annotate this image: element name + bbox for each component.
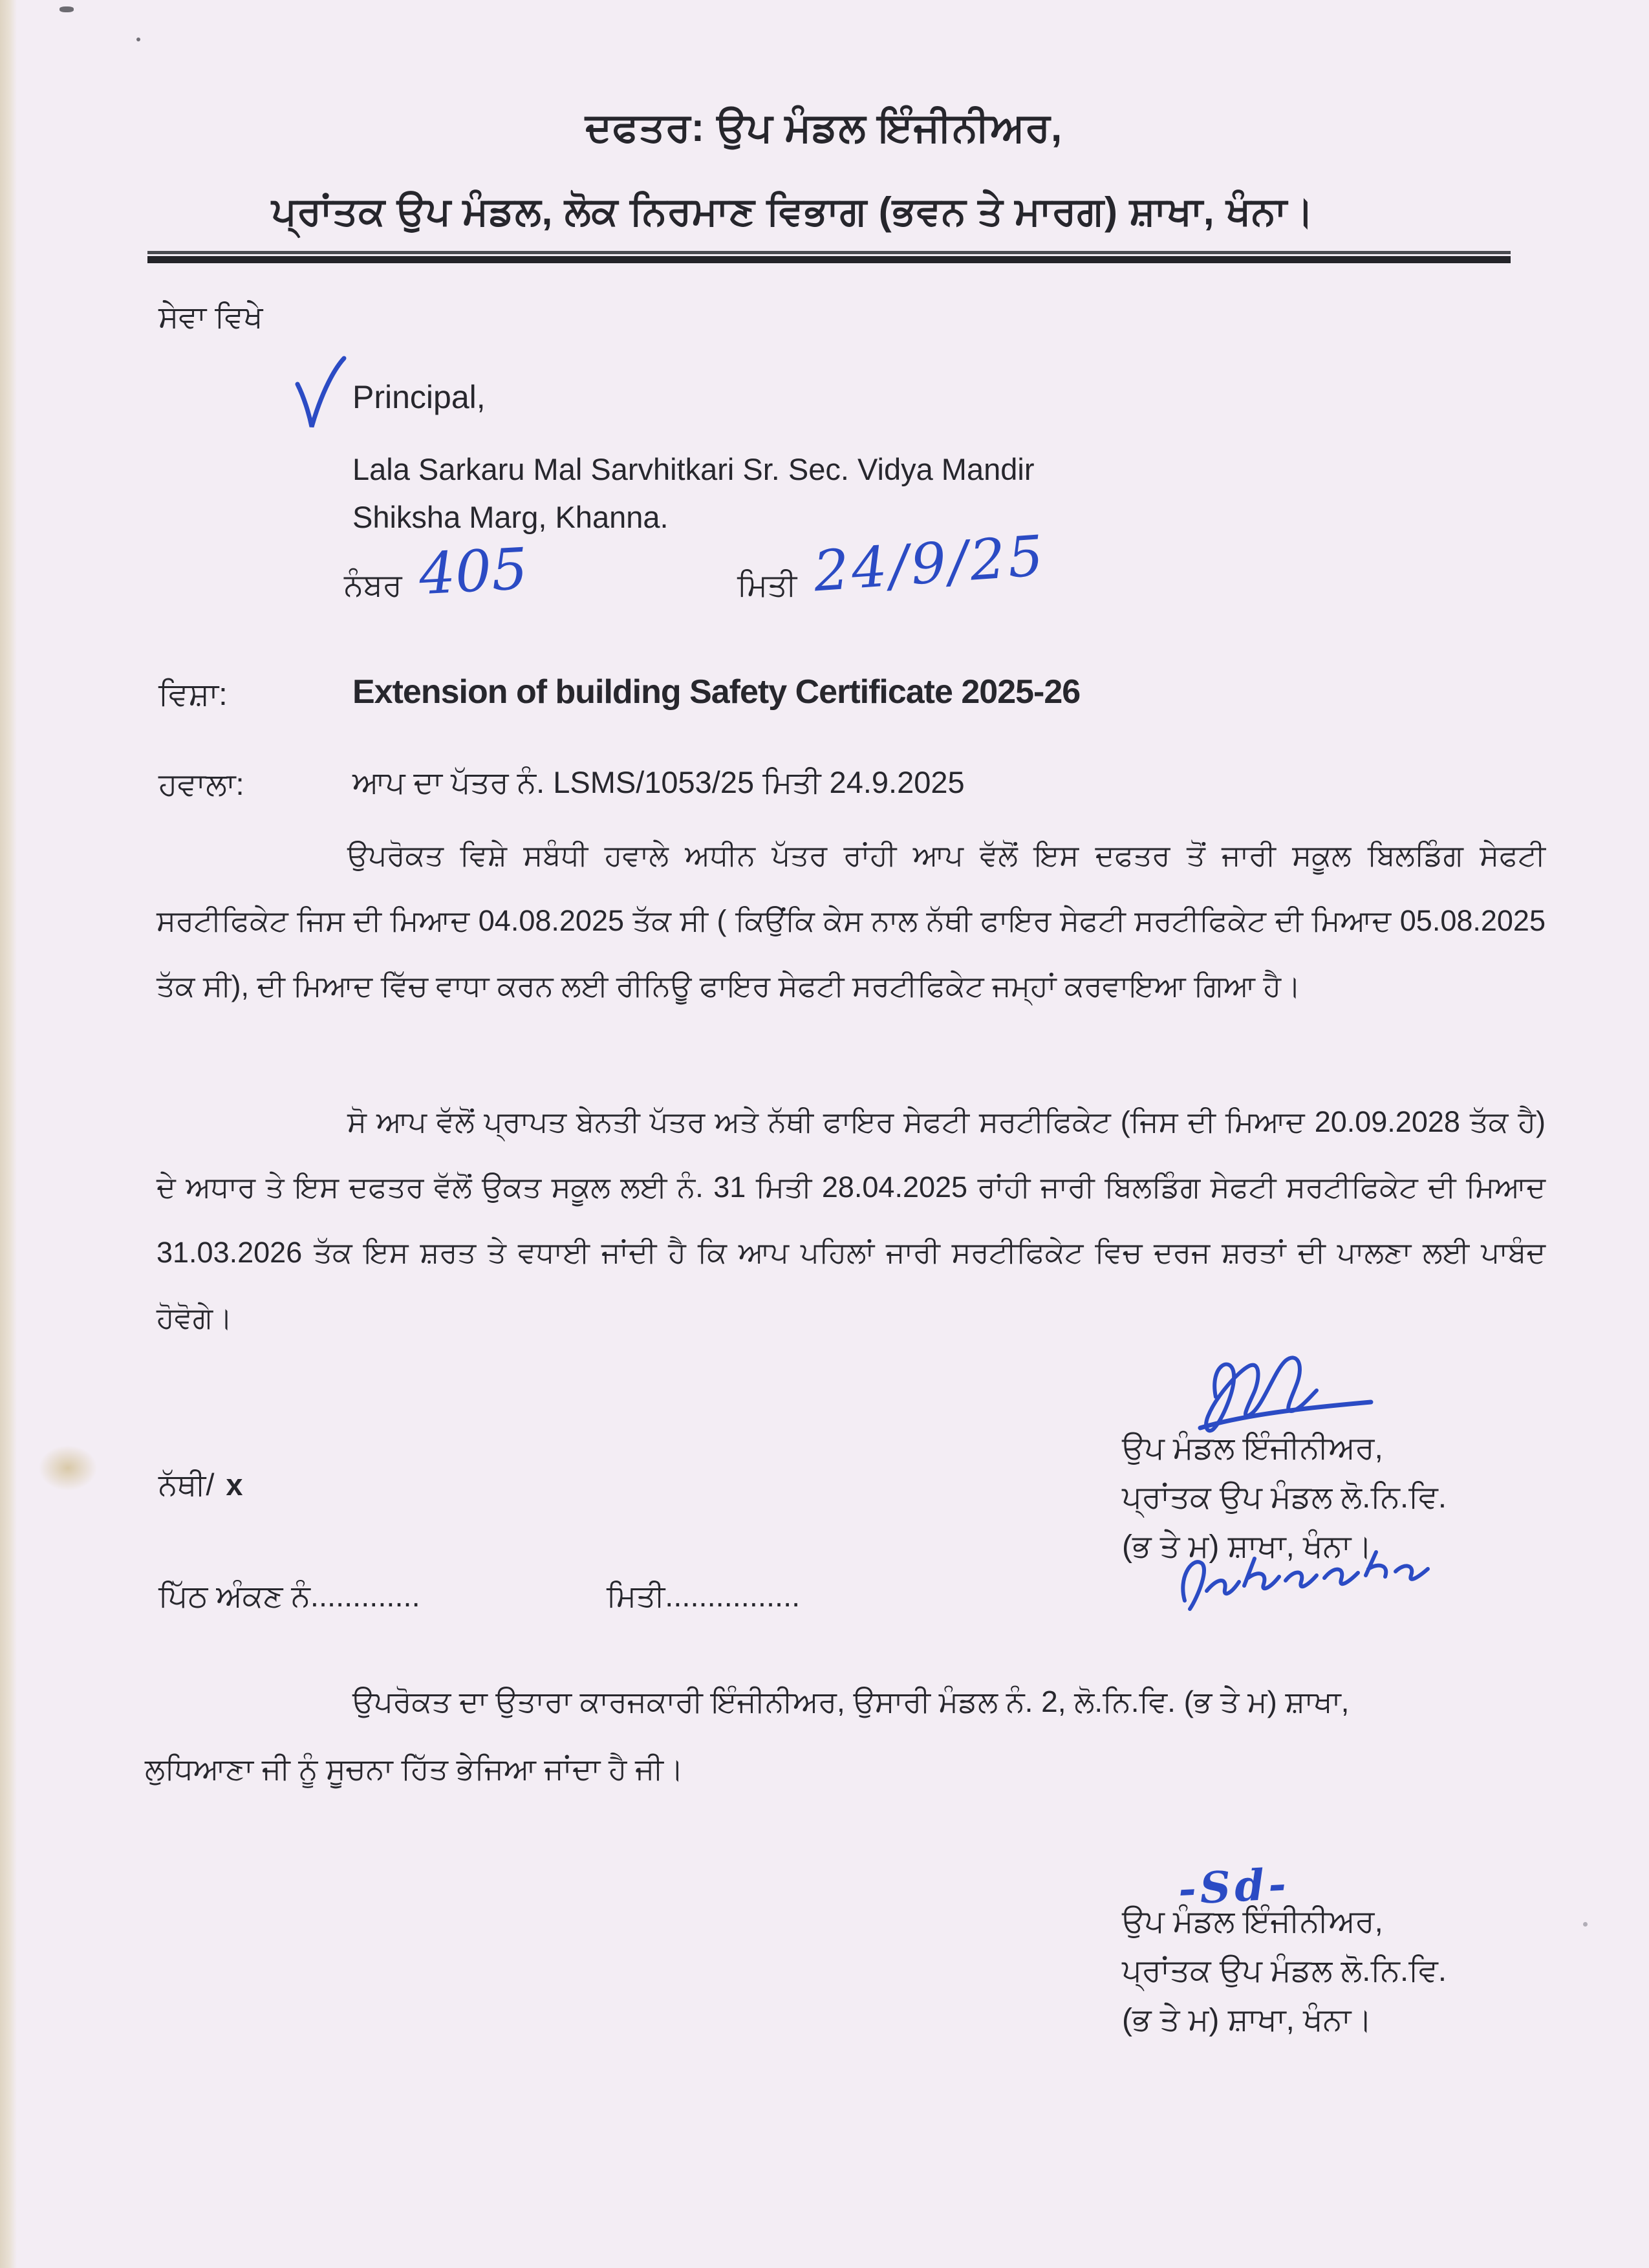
signatory2-office: ਪ੍ਰਾਂਤਕ ਉਪ ਮੰਡਲ ਲੋ.ਨਿ.ਵਿ.: [1122, 1954, 1447, 1988]
addressee-school-name: Lala Sarkaru Mal Sarvhitkari Sr. Sec. Vidya Mandir: [352, 452, 1035, 486]
letterhead-divider-rule: [147, 251, 1511, 264]
signatory1-designation: ਉਪ ਮੰਡਲ ਇੰਜੀਨੀਅਰ,: [1122, 1431, 1383, 1465]
letter-date-label: ਮਿਤੀ: [737, 568, 797, 603]
reference-text: ਆਪ ਦਾ ਪੱਤਰ ਨੰ. LSMS/1053/25 ਮਿਤੀ 24.9.2025: [352, 765, 965, 799]
letter-date-handwritten: 24/9/25: [811, 523, 1048, 605]
letter-number-handwritten: 405: [417, 535, 530, 608]
addressee-address: Shiksha Marg, Khanna.: [352, 500, 669, 534]
signatory1-office: ਪ੍ਰਾਂਤਕ ਉਪ ਮੰਡਲ ਲੋ.ਨਿ.ਵਿ.: [1122, 1480, 1447, 1515]
subject-text: Extension of building Safety Certificate 2025-26: [352, 673, 1081, 711]
enclosure-value: x: [226, 1467, 243, 1502]
signature-name-scribble: [1172, 1539, 1443, 1617]
addressee-title: Principal,: [352, 379, 486, 415]
endorsement-date-label: ਮਿਤੀ................: [607, 1579, 801, 1613]
body-paragraph-2: ਸੋ ਆਪ ਵੱਲੋਂ ਪ੍ਰਾਪਤ ਬੇਨਤੀ ਪੱਤਰ ਅਤੇ ਨੱਥੀ ਫਾਇਰ ਸੇਫਟੀ ਸਰਟੀਫਿਕੇਟ (ਜਿਸ ਦੀ ਮਿਆਦ 20.09.2028 ਤੱਕ ਹੈ) ਦੇ ਅਧਾਰ ਤੇ ਇਸ ਦਫਤਰ ਵੱਲੋਂ ਉਕਤ ਸਕੂਲ ਲਈ ਨੰ. 31 ਮਿਤੀ 28.04.2025 ਰਾਂਹੀ ਜਾਰੀ ਬਿਲਡਿੰਗ ਸੇਫਟੀ ਸਰਟੀਫਿਕੇਟ ਦੀ ਮਿਆਦ 31.03.2026 ਤੱਕ ਇਸ ਸ਼ਰਤ ਤੇ ਵਧਾਈ ਜਾਂਦੀ ਹੈ ਕਿ ਆਪ ਪਹਿਲਾਂ ਜਾਰੀ ਸਰਟੀਫਿਕੇਟ ਵਿਚ ਦਰਜ ਸ਼ਰਤਾਂ ਦੀ ਪਾਲਣਾ ਲਈ ਪਾਬੰਦ ਹੋਵੋਗੇ।: [156, 1105, 1546, 1334]
scan-speck: [59, 6, 74, 12]
signatory2-designation: ਉਪ ਮੰਡਲ ਇੰਜੀਨੀਅਰ,: [1122, 1905, 1383, 1939]
subject-label: ਵਿਸ਼ਾ:: [158, 677, 228, 712]
signatory1-branch: (ਭ ਤੇ ਮ) ਸ਼ਾਖਾ, ਖੰਨਾ।: [1122, 1529, 1372, 1564]
scan-edge-shadow: [0, 0, 17, 2268]
enclosure-label: ਨੱਥੀ/: [158, 1467, 215, 1502]
letterhead-division-line: ਪ੍ਰਾਂਤਕ ਉਪ ਮੰਡਲ, ਲੋਕ ਨਿਰਮਾਣ ਵਿਭਾਗ (ਭਵਨ ਤੇ ਮਾਰਗ) ਸ਼ਾਖਾ, ਖੰਨਾ।: [272, 189, 1315, 233]
salutation: ਸੇਵਾ ਵਿਖੇ: [158, 299, 263, 334]
enclosure-line: [158, 1467, 243, 1504]
scan-speck: [1583, 1922, 1588, 1927]
checkmark-pen-icon: [292, 354, 349, 437]
sd-mark-handwritten: -Sd-: [1177, 1858, 1291, 1915]
copy-forward-line1: ਉਪਰੋਕਤ ਦਾ ਉਤਾਰਾ ਕਾਰਜਕਾਰੀ ਇੰਜੀਨੀਅਰ, ਉਸਾਰੀ ਮੰਡਲ ਨੰ. 2, ਲੋ.ਨਿ.ਵਿ. (ਭ ਤੇ ਮ) ਸ਼ਾਖਾ,: [352, 1685, 1350, 1718]
copy-forward-line2: ਲੁਧਿਆਣਾ ਜੀ ਨੂੰ ਸੂਚਨਾ ਹਿੱਤ ਭੇਜਿਆ ਜਾਂਦਾ ਹੈ ਜੀ।: [145, 1752, 684, 1786]
scan-speck: [136, 38, 140, 41]
signatory2-branch: (ਭ ਤੇ ਮ) ਸ਼ਾਖਾ, ਖੰਨਾ।: [1122, 2003, 1372, 2037]
letterhead-office-line: ਦਫਤਰ: ਉਪ ਮੰਡਲ ਇੰਜੀਨੀਅਰ,: [585, 105, 1063, 150]
reference-label: ਹਵਾਲਾ:: [158, 768, 244, 802]
scan-smudge: [39, 1445, 97, 1491]
letter-number-label: ਨੰਬਰ: [344, 568, 402, 603]
body-paragraph-1: ਉਪਰੋਕਤ ਵਿਸ਼ੇ ਸਬੰਧੀ ਹਵਾਲੇ ਅਧੀਨ ਪੱਤਰ ਰਾਂਹੀ ਆਪ ਵੱਲੋਂ ਇਸ ਦਫਤਰ ਤੋਂ ਜਾਰੀ ਸਕੂਲ ਬਿਲਡਿੰਗ ਸੇਫਟੀ ਸਰਟੀਫਿਕੇਟ ਜਿਸ ਦੀ ਮਿਆਦ 04.08.2025 ਤੱਕ ਸੀ ( ਕਿਉਂਕਿ ਕੇਸ ਨਾਲ ਨੱਥੀ ਫਾਇਰ ਸੇਫਟੀ ਸਰਟੀਫਿਕੇਟ ਦੀ ਮਿਆਦ 05.08.2025 ਤੱਕ ਸੀ), ਦੀ ਮਿਆਦ ਵਿੱਚ ਵਾਧਾ ਕਰਨ ਲਈ ਰੀਨਿਊ ਫਾਇਰ ਸੇਫਟੀ ਸਰਟੀਫਿਕੇਟ ਜਮ੍ਹਾਂ ਕਰਵਾਇਆ ਗਿਆ ਹੈ।: [156, 839, 1546, 1002]
endorsement-number-label: ਪਿੱਠ ਅੰਕਣ ਨੰ.............: [158, 1579, 420, 1613]
